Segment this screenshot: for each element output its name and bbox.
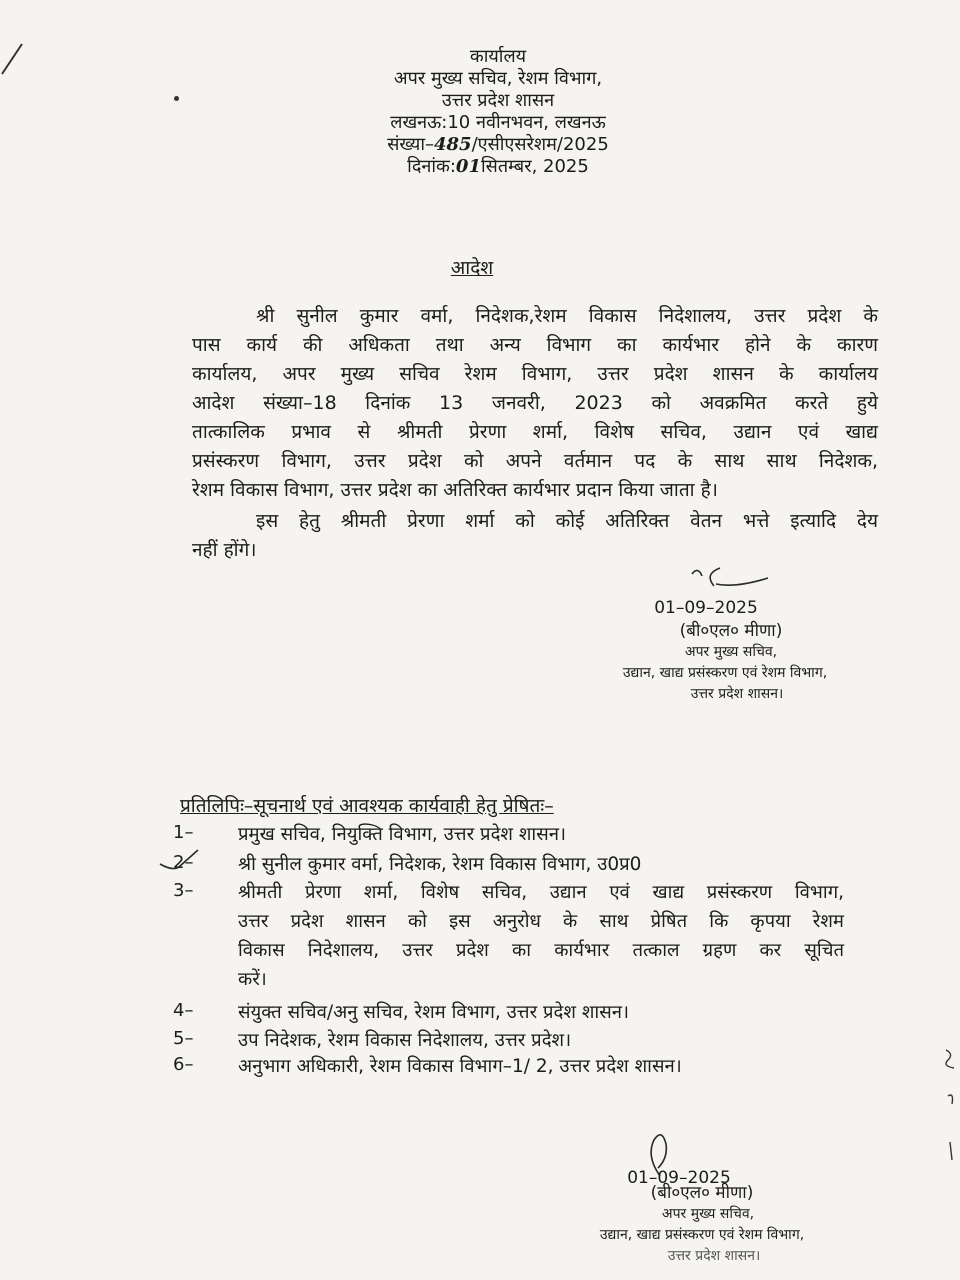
copy-item-line: अनुभाग अधिकारी, रेशम विकास विभाग–1/ 2, उत्तर प्रदेश शासन। xyxy=(238,1056,682,1077)
copy-to-title: प्रतिलिपिः–सूचनार्थ एवं आवश्यक कार्यवाही हेतु प्रेषितः– xyxy=(180,795,554,817)
header-line-3: उत्तर प्रदेश शासन xyxy=(441,90,555,111)
paragraph-line: नहीं होंगे। xyxy=(192,539,257,561)
signature-block-1 xyxy=(600,598,850,705)
copy-item-number: 3– xyxy=(173,880,194,901)
copy-item-line: श्रीमती प्रेरणा शर्मा, विशेष सचिव, उद्यान एवं खाद्य प्रसंस्करण विभाग, xyxy=(238,882,844,903)
order-paragraph-2 xyxy=(192,507,878,565)
signatory-designation-3: उत्तर प्रदेश शासन। xyxy=(690,686,784,702)
order-number: संख्या–485/एसीएसरेशम/2025 xyxy=(387,134,609,155)
copy-item-number: 4– xyxy=(173,1000,194,1021)
handwritten-number: 485 xyxy=(434,134,472,155)
order-title: आदेश xyxy=(450,257,494,279)
copy-item xyxy=(238,820,844,849)
signatory-designation-2-3: उत्तर प्रदेश शासन। xyxy=(667,1248,761,1264)
order-date: दिनांक:01सितम्बर, 2025 xyxy=(407,156,589,177)
handwritten-date: 01 xyxy=(455,156,481,177)
paragraph-line: श्री सुनील कुमार वर्मा, निदेशक,रेशम विकास निदेशालय, उत्तर प्रदेश के xyxy=(256,305,878,327)
copy-item-number: 1– xyxy=(173,822,194,843)
copy-item xyxy=(238,850,844,879)
paragraph-line: तात्कालिक प्रभाव से श्रीमती प्रेरणा शर्मा, विशेष सचिव, उद्यान एवं खाद्य xyxy=(192,421,878,443)
header-line-4: लखनऊ:10 नवीनभवन, लखनऊ xyxy=(390,112,606,133)
signature-date: 01–09–2025 xyxy=(654,598,758,618)
paragraph-line: कार्यालय, अपर मुख्य सचिव रेशम विभाग, उत्तर प्रदेश शासन के कार्यालय xyxy=(192,363,878,385)
copy-item-line: करें। xyxy=(238,969,267,990)
edge-bleed-marks xyxy=(940,1000,960,1160)
header-line-2: अपर मुख्य सचिव, रेशम विभाग, xyxy=(393,68,603,89)
copy-item-line: विकास निदेशालय, उत्तर प्रदेश का कार्यभार तत्काल ग्रहण कर सूचित xyxy=(238,940,844,961)
signature-date-2: 01–09–2025 xyxy=(627,1168,731,1188)
copy-item xyxy=(238,1052,844,1081)
paragraph-line: प्रसंस्करण विभाग, उत्तर प्रदेश को अपने वर्तमान पद के साथ साथ निदेशक, xyxy=(192,450,878,472)
office-header xyxy=(0,46,960,178)
signature-scribble xyxy=(686,560,776,600)
copy-item-line: संयुक्त सचिव/अनु सचिव, रेशम विभाग, उत्तर प्रदेश शासन। xyxy=(238,1002,629,1023)
signatory-designation-1: अपर मुख्य सचिव, xyxy=(684,644,778,660)
paragraph-line: रेशम विकास विभाग, उत्तर प्रदेश का अतिरिक्त कार्यभार प्रदान किया जाता है। xyxy=(192,479,718,501)
signature-block-2 xyxy=(582,1168,822,1267)
copy-item-number: 6– xyxy=(173,1054,194,1075)
copy-item-line: प्रमुख सचिव, नियुक्ति विभाग, उत्तर प्रदेश शासन। xyxy=(238,824,567,845)
header-line-1: कार्यालय xyxy=(469,46,527,67)
paragraph-line: आदेश संख्या–18 दिनांक 13 जनवरी, 2023 को अवक्रमित करते हुये xyxy=(192,392,878,414)
paragraph-line: इस हेतु श्रीमती प्रेरणा शर्मा को कोई अतिरिक्त वेतन भत्ते इत्यादि देय xyxy=(256,510,878,532)
signatory-designation-2: उद्यान, खाद्य प्रसंस्करण एवं रेशम विभाग, xyxy=(622,665,828,681)
copy-item xyxy=(238,1026,844,1055)
paragraph-line: पास कार्य की अधिकता तथा अन्य विभाग का कार्यभार होने के कारण xyxy=(192,334,878,356)
copy-item-line: श्री सुनील कुमार वर्मा, निदेशक, रेशम विकास विभाग, उ0प्र0 xyxy=(238,854,642,875)
signatory-name: (बी०एल० मीणा) xyxy=(679,621,783,641)
copy-item-line: उप निदेशक, रेशम विकास निदेशालय, उत्तर प्रदेश। xyxy=(238,1030,572,1051)
copy-item-number: 5– xyxy=(173,1028,194,1049)
copy-item-number: 2– xyxy=(173,852,194,873)
signatory-designation-2-2: उद्यान, खाद्य प्रसंस्करण एवं रेशम विभाग, xyxy=(599,1227,805,1243)
copy-item xyxy=(238,878,844,994)
copy-item xyxy=(238,998,844,1027)
order-paragraph-1 xyxy=(192,302,878,505)
signatory-name-2: (बी०एल० मीणा) xyxy=(650,1183,754,1203)
signatory-designation-2-1: अपर मुख्य सचिव, xyxy=(661,1206,755,1222)
tick-mark xyxy=(158,848,208,874)
copy-item-line: उत्तर प्रदेश शासन को इस अनुरोध के साथ प्रेषित कि कृपया रेशम xyxy=(238,911,844,932)
